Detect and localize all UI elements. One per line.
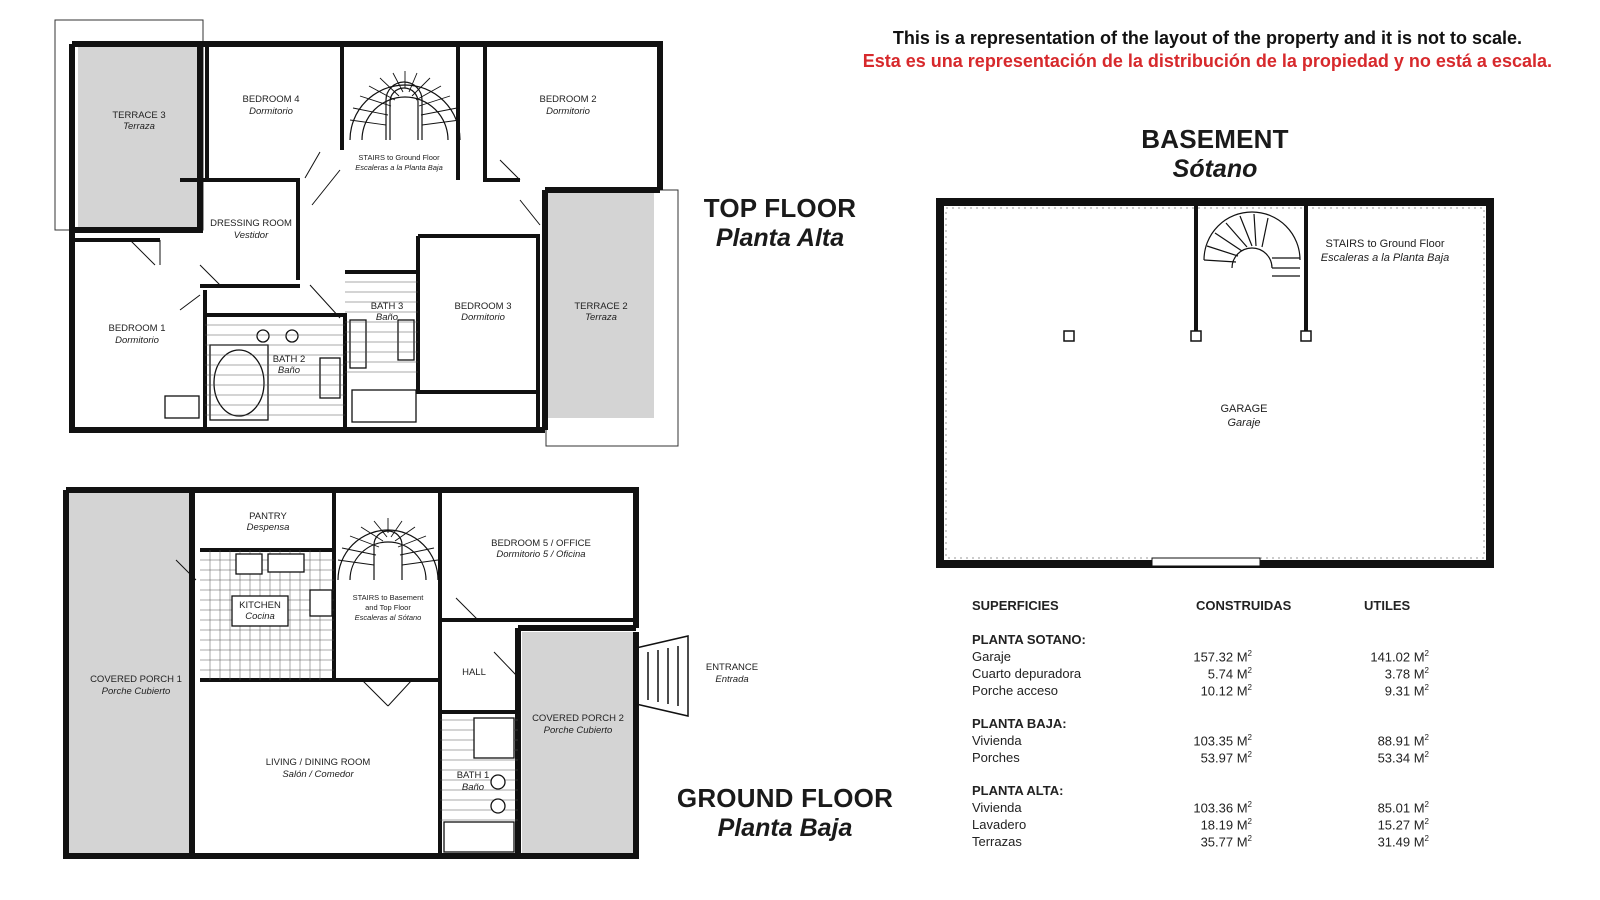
area-label: Porches	[972, 750, 1020, 765]
area-built: 103.35 $M^2$	[1193, 733, 1252, 749]
living-room-label: LIVING / DINING ROOM	[265, 757, 371, 768]
basement-title-en: BASEMENT	[1141, 124, 1289, 154]
ground-floor-title-es: Planta Baja	[717, 814, 853, 842]
terrace-3-sublabel: Terraza	[123, 121, 155, 132]
area-useful: 85.01 $M^2$	[1377, 800, 1429, 816]
bedroom-1-sublabel: Dormitorio	[115, 335, 159, 346]
top-floor-plan	[0, 0, 700, 460]
stairs-top-label: STAIRS to Ground Floor	[358, 153, 440, 162]
bedroom-3-label: BEDROOM 3	[454, 301, 512, 312]
basement-spiral-stairs	[1204, 212, 1300, 276]
terrace-3-area	[78, 44, 200, 230]
area-label: Porche acceso	[972, 683, 1058, 698]
bath-2-sublabel: Baño	[277, 365, 301, 376]
bedroom-2-sublabel: Dormitorio	[546, 106, 590, 117]
kitchen-sublabel: Cocina	[245, 611, 275, 622]
bedroom-2-label: BEDROOM 2	[539, 94, 597, 105]
entrance-label: ENTRANCE	[705, 662, 759, 673]
stairs-basement-sublabel: Escaleras a la Planta Baja	[1320, 252, 1450, 264]
covered-porch-2-label: COVERED PORCH 2	[532, 713, 624, 724]
kitchen-label: KITCHEN	[239, 600, 281, 611]
ground-floor-title-en: GROUND FLOOR	[676, 783, 894, 813]
area-label: Garaje	[972, 649, 1012, 664]
areas-table	[960, 596, 1480, 866]
bedroom-3-sublabel: Dormitorio	[461, 312, 505, 323]
area-built: 103.36 $M^2$	[1193, 800, 1252, 816]
area-label: Vivienda	[972, 733, 1022, 748]
stairs-top-sublabel: Escaleras a la Planta Baja	[355, 163, 443, 172]
bath-1-label: BATH 1	[456, 770, 490, 781]
entrance-steps	[636, 636, 688, 716]
group-title: PLANTA BAJA:	[972, 716, 1067, 731]
covered-porch-1-sublabel: Porche Cubierto	[101, 686, 171, 697]
covered-porch-1-label: COVERED PORCH 1	[90, 674, 182, 685]
living-room-sublabel: Salón / Comedor	[282, 769, 354, 780]
stairs-ground-label-2: and Top Floor	[365, 603, 411, 612]
area-useful: 88.91 $M^2$	[1377, 733, 1429, 749]
ground-floor-plan	[0, 470, 780, 890]
bedroom-5-label: BEDROOM 5 / OFFICE	[491, 538, 591, 549]
basement-title	[1110, 124, 1320, 184]
pantry-sublabel: Despensa	[246, 522, 290, 533]
bedroom-4-label: BEDROOM 4	[242, 94, 300, 105]
basement-title-es: Sótano	[1172, 155, 1258, 183]
stairs-ground-label: STAIRS to Basement	[352, 593, 424, 602]
area-useful: 31.49 $M^2$	[1377, 834, 1429, 850]
area-label: Lavadero	[972, 817, 1027, 832]
area-built: 18.19 $M^2$	[1200, 817, 1252, 833]
terrace-2-label: TERRACE 2	[574, 301, 628, 312]
group-title: PLANTA SOTANO:	[972, 632, 1086, 647]
dressing-room-sublabel: Vestidor	[233, 230, 269, 241]
covered-porch-1-area	[66, 490, 192, 856]
top-floor-title-en: TOP FLOOR	[703, 193, 857, 223]
entrance-sublabel: Entrada	[715, 674, 749, 685]
area-label: Terrazas	[972, 834, 1022, 849]
stairs-basement-label: STAIRS to Ground Floor	[1325, 238, 1445, 250]
basement-plan	[920, 190, 1510, 580]
header-construidas: CONSTRUIDAS	[1196, 598, 1292, 613]
pantry-label: PANTRY	[249, 511, 287, 522]
group-title: PLANTA ALTA:	[972, 783, 1064, 798]
bath-2-label: BATH 2	[272, 354, 306, 365]
area-useful: 15.27 $M^2$	[1377, 817, 1429, 833]
top-floor-title	[690, 193, 870, 253]
top-spiral-stairs	[350, 71, 460, 140]
header-utiles: UTILES	[1364, 598, 1411, 613]
dressing-room-label: DRESSING ROOM	[210, 218, 292, 229]
bath-3-label: BATH 3	[370, 301, 404, 312]
area-label: Cuarto depuradora	[972, 666, 1082, 681]
hall-label: HALL	[462, 667, 486, 678]
area-built: 53.97 $M^2$	[1200, 750, 1252, 766]
area-built: 10.12 $M^2$	[1200, 683, 1252, 699]
area-built: 157.32 $M^2$	[1193, 649, 1252, 665]
area-useful: 9.31 $M^2$	[1384, 683, 1429, 699]
bath-1-sublabel: Baño	[461, 782, 485, 793]
stairs-ground-sublabel: Escaleras al Sótano	[354, 613, 422, 622]
terrace-3-label: TERRACE 3	[112, 110, 166, 121]
bedroom-1-label: BEDROOM 1	[108, 323, 166, 334]
area-built: 35.77 $M^2$	[1200, 834, 1252, 850]
area-built: 5.74 $M^2$	[1207, 666, 1252, 682]
area-useful: 141.02 $M^2$	[1370, 649, 1429, 665]
bath-3-sublabel: Baño	[375, 312, 399, 323]
covered-porch-2-sublabel: Porche Cubierto	[543, 725, 613, 736]
header-superficies: SUPERFICIES	[972, 598, 1059, 613]
garage-label: GARAGE	[1220, 403, 1268, 415]
area-useful: 53.34 $M^2$	[1377, 750, 1429, 766]
area-useful: 3.78 $M^2$	[1384, 666, 1429, 682]
disclaimer-english: This is a representation of the layout of the property and it is not to scale.	[892, 28, 1522, 48]
top-floor-title-es: Planta Alta	[715, 224, 845, 252]
garage-sublabel: Garaje	[1227, 417, 1261, 429]
covered-porch-2-area	[522, 632, 634, 856]
bedroom-4-sublabel: Dormitorio	[249, 106, 293, 117]
terrace-2-sublabel: Terraza	[585, 312, 617, 323]
area-label: Vivienda	[972, 800, 1022, 815]
ground-spiral-stairs	[338, 518, 438, 580]
bedroom-5-sublabel: Dormitorio 5 / Oficina	[496, 549, 586, 560]
disclaimer-spanish: Esta es una representación de la distribución de la propiedad y no está a escala.	[862, 51, 1552, 71]
